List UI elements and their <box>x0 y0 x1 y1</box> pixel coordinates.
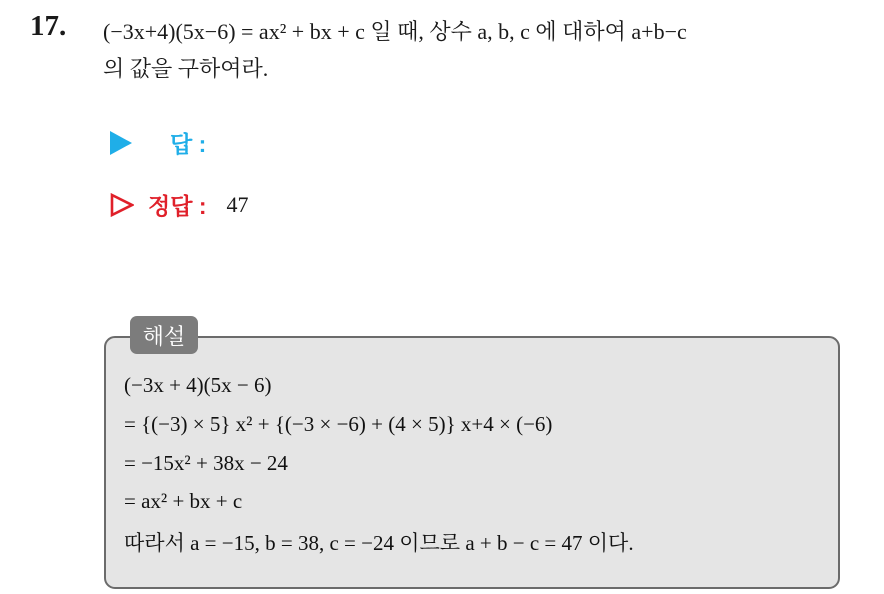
answer-key-row <box>110 188 249 221</box>
outline-triangle-icon <box>110 193 134 217</box>
solution-line-2: = {(−3) × 5} x² + {(−3 × −6) + (4 × 5)} x+4 × (−6) <box>124 412 553 436</box>
answer-blank-label: 답 : <box>170 131 207 157</box>
solution-line-4: = ax² + bx + c <box>124 489 243 513</box>
solution-line-5: 따라서 a = −15, b = 38, c = −24 이므로 a + b − c = 47 이다. <box>124 531 634 555</box>
answer-key-value: 47 <box>226 191 249 217</box>
solution-line-1: (−3x + 4)(5x − 6) <box>124 373 272 397</box>
question-number: 17. <box>30 10 67 42</box>
question-text-line-1: (−3x+4)(5x−6) = ax² + bx + c 일 때, 상수 a, b, c 에 대하여 a+b−c <box>103 19 687 44</box>
solution-tab: 해설 <box>130 316 198 354</box>
play-triangle-icon <box>110 131 132 155</box>
solution-line-3: = −15x² + 38x − 24 <box>124 451 288 475</box>
answer-blank-row <box>110 126 206 159</box>
answer-key-label: 정답 : <box>148 193 207 219</box>
question-text-line-2: 의 값을 구하여라. <box>103 56 269 81</box>
